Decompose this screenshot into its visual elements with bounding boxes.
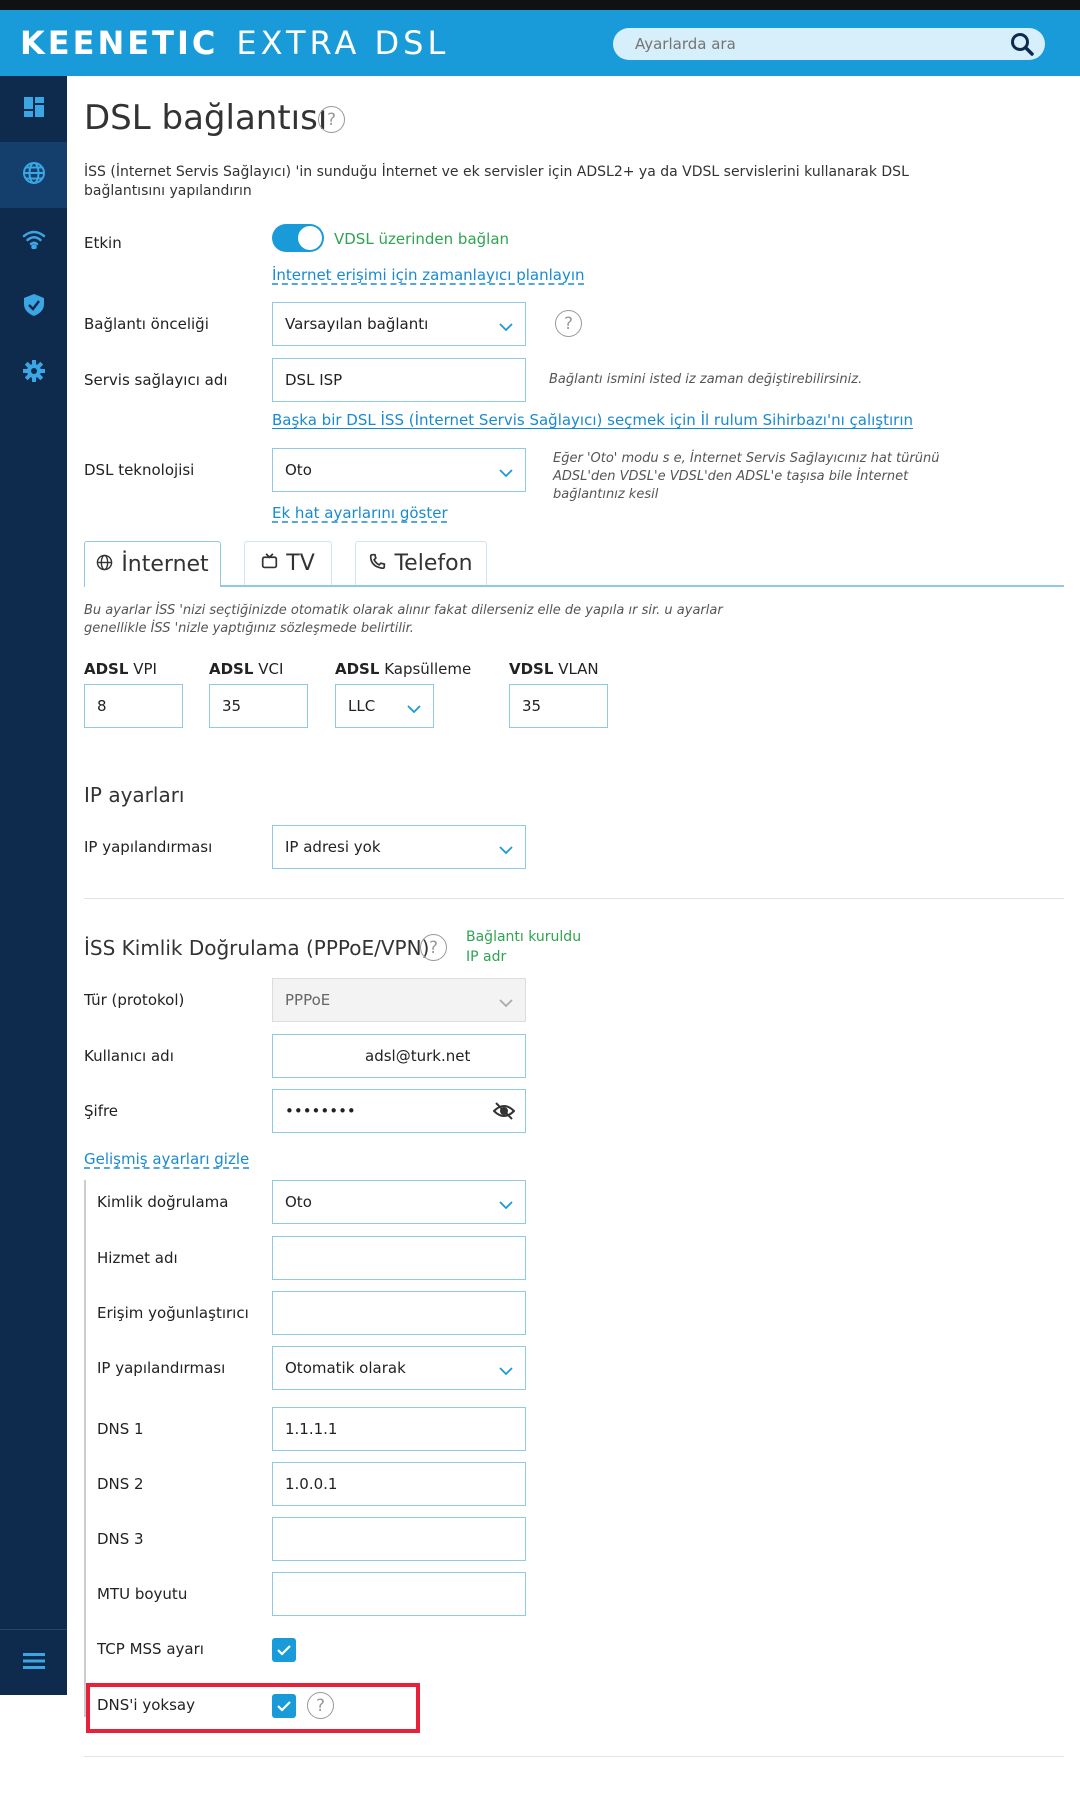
menu-icon: [23, 1652, 45, 1674]
vci-label-rest: VCI: [258, 660, 284, 678]
chevron-down-icon: [499, 464, 513, 482]
encap-label: [335, 660, 471, 678]
globe-icon: [96, 552, 113, 577]
type-select: [272, 978, 526, 1022]
auth-method-label: Kimlik doğrulama: [97, 1193, 229, 1211]
mtu-label: MTU boyutu: [97, 1585, 188, 1603]
tab-internet-label: İnternet: [121, 552, 209, 577]
auth-status-line1: Bağlantı kuruldu: [466, 929, 582, 945]
page-description: İSS (İnternet Servis Sağlayıcı) 'in sunduğu İnternet ve ek servisler için ADSL2+ ya da VDSL servislerini kullanarak DSL bağlantısını yapılandırın: [84, 164, 909, 199]
auth-method-select[interactable]: [272, 1180, 526, 1224]
priority-help-icon[interactable]: ?: [555, 310, 582, 337]
page-title-text: DSL bağlantısı: [84, 98, 328, 138]
ipconf-value: Otomatik olarak: [285, 1359, 406, 1377]
vpi-label: [84, 660, 157, 678]
enabled-status: VDSL üzerinden bağlan: [334, 230, 510, 248]
divider: [84, 1756, 1064, 1757]
username-label: Kullanıcı adı: [84, 1047, 174, 1065]
vci-label-bold: ADSL: [209, 660, 254, 678]
dsl-tech-value: Oto: [285, 461, 312, 479]
vci-input[interactable]: [209, 684, 308, 728]
vlan-label-bold: VDSL: [509, 660, 554, 678]
model-name: EXTRA DSL: [236, 24, 450, 62]
ip-heading: IP ayarları: [84, 783, 185, 807]
sidebar: [0, 76, 67, 1691]
chevron-down-icon: [499, 1196, 513, 1214]
vpi-label-bold: ADSL: [84, 660, 129, 678]
sidebar-item-dashboard[interactable]: [0, 76, 67, 142]
page-title: [84, 98, 327, 138]
type-value: PPPoE: [285, 991, 331, 1009]
tab-telefon-label: Telefon: [394, 551, 473, 576]
tv-icon: [261, 551, 278, 576]
dns3-input[interactable]: [272, 1517, 526, 1561]
tab-tv-label: TV: [286, 551, 315, 576]
ignore-dns-help-icon[interactable]: ?: [307, 1692, 334, 1719]
concentrator-label: Erişim yoğunlaştırıcı: [97, 1304, 249, 1322]
ipconf-select[interactable]: [272, 1346, 526, 1390]
chevron-down-icon: [407, 700, 421, 718]
ip-config-select[interactable]: [272, 825, 526, 869]
ipconf-label: IP yapılandırması: [97, 1359, 226, 1377]
tab-internet[interactable]: [84, 541, 221, 587]
checkmark-icon: [276, 1697, 292, 1716]
brand-name: KEENETIC: [20, 24, 219, 62]
tcp-mss-checkbox[interactable]: [272, 1638, 296, 1662]
dns2-label: DNS 2: [97, 1475, 144, 1493]
tcp-mss-label: TCP MSS ayarı: [97, 1640, 204, 1658]
tab-tv[interactable]: [244, 541, 332, 585]
username-input[interactable]: [272, 1034, 526, 1078]
internet-note: Bu ayarlar İSS 'nizi seçtiğinizde otomatik olarak alınır fakat dilerseniz elle de yapıla ır sir. u ayarlar genellikle İSS 'nizle yaptığınız sözleşmede belirtilir.: [84, 603, 723, 636]
dashboard-icon: [23, 96, 45, 122]
top-bar: [0, 0, 1080, 76]
priority-select[interactable]: [272, 302, 526, 346]
dsl-tech-select[interactable]: [272, 448, 526, 492]
sidebar-item-settings[interactable]: [0, 340, 67, 406]
vlan-input[interactable]: [509, 684, 608, 728]
tab-underline: [221, 585, 1064, 587]
encap-label-bold: ADSL: [335, 660, 380, 678]
dns2-input[interactable]: [272, 1462, 526, 1506]
tab-telefon[interactable]: [355, 541, 487, 585]
encap-label-rest: Kapsülleme: [384, 660, 472, 678]
priority-label: Bağlantı önceliği: [84, 315, 209, 333]
password-value: ••••••••: [285, 1102, 356, 1120]
vlan-label-rest: VLAN: [558, 660, 599, 678]
sidebar-item-wifi[interactable]: [0, 208, 67, 274]
encap-select[interactable]: [335, 684, 434, 728]
more-settings-link[interactable]: Ek hat ayarlarını göster: [272, 504, 448, 522]
auth-status-line2: IP adr: [466, 949, 507, 965]
advanced-border: [84, 1180, 86, 1717]
auth-heading: İSS Kimlik Doğrulama (PPPoE/VPN): [84, 936, 430, 960]
provider-label: Servis sağlayıcı adı: [84, 371, 228, 389]
shield-icon: [23, 293, 45, 321]
checkmark-icon: [276, 1641, 292, 1660]
eye-off-icon[interactable]: [493, 1102, 515, 1124]
gear-icon: [22, 359, 46, 387]
hide-advanced-link[interactable]: Gelişmiş ayarları gizle: [84, 1150, 250, 1168]
vlan-label: [509, 660, 599, 678]
chevron-down-icon: [499, 841, 513, 859]
vpi-value: 8: [97, 697, 107, 715]
search-box: [613, 28, 1045, 60]
vci-label: [209, 660, 283, 678]
ip-config-label: IP yapılandırması: [84, 838, 213, 856]
dns1-value: 1.1.1.1: [285, 1420, 338, 1438]
dns1-input[interactable]: [272, 1407, 526, 1451]
ip-config-value: IP adresi yok: [285, 838, 381, 856]
dns1-label: DNS 1: [97, 1420, 144, 1438]
provider-value: DSL ISP: [285, 371, 343, 389]
schedule-link[interactable]: İnternet erişimi için zamanlayıcı planlayın: [272, 266, 585, 284]
vlan-value: 35: [522, 697, 542, 715]
search-icon[interactable]: [1009, 31, 1035, 61]
dns2-value: 1.0.0.1: [285, 1475, 338, 1493]
sidebar-item-security[interactable]: [0, 274, 67, 340]
search-input[interactable]: [613, 28, 993, 60]
enabled-toggle[interactable]: [272, 224, 324, 252]
sidebar-menu-button[interactable]: [0, 1629, 67, 1695]
provider-input[interactable]: [272, 358, 526, 402]
dsl-tech-label: DSL teknolojisi: [84, 461, 195, 479]
password-input[interactable]: [272, 1089, 526, 1133]
dsl-tech-note: Eğer 'Oto' modu s e, İnternet Servis Sağlayıcınız hat türünü ADSL'den VDSL'e VDSL'den ADSL'e taşısa bile İnternet bağlantınız kesil: [553, 451, 940, 502]
chevron-down-icon: [499, 1362, 513, 1380]
mtu-input[interactable]: [272, 1572, 526, 1616]
vpi-input[interactable]: [84, 684, 183, 728]
globe-icon: [22, 161, 46, 189]
enabled-label: Etkin: [84, 234, 122, 252]
phone-icon: [369, 551, 386, 576]
auth-help-icon[interactable]: ?: [420, 934, 447, 961]
dns3-label: DNS 3: [97, 1530, 144, 1548]
service-input[interactable]: [272, 1236, 526, 1280]
help-icon[interactable]: ?: [318, 106, 345, 133]
brand-logo[interactable]: [20, 24, 449, 62]
type-label: Tür (protokol): [84, 991, 185, 1009]
auth-method-value: Oto: [285, 1193, 312, 1211]
chevron-down-icon: [499, 994, 513, 1012]
toggle-knob: [298, 226, 322, 250]
service-label: Hizmet adı: [97, 1249, 178, 1267]
username-value: adsl@turk.net: [365, 1047, 471, 1065]
provider-note: Bağlantı ismini isted iz zaman değiştirebilirsiniz.: [549, 372, 863, 387]
divider: [84, 898, 1064, 899]
wizard-link[interactable]: Başka bir DSL İSS (İnternet Servis Sağlayıcı) seçmek için İl rulum Sihirbazı'nı çalıştırın: [272, 411, 913, 429]
chevron-down-icon: [499, 318, 513, 336]
priority-value: Varsayılan bağlantı: [285, 315, 429, 333]
sidebar-item-internet[interactable]: [0, 142, 67, 208]
vci-value: 35: [222, 697, 242, 715]
password-label: Şifre: [84, 1102, 119, 1120]
vpi-label-rest: VPI: [133, 660, 157, 678]
encap-value: LLC: [348, 697, 376, 715]
ignore-dns-checkbox[interactable]: [272, 1694, 296, 1718]
wifi-icon: [22, 229, 46, 253]
concentrator-input[interactable]: [272, 1291, 526, 1335]
ignore-dns-label: DNS'i yoksay: [97, 1696, 195, 1714]
